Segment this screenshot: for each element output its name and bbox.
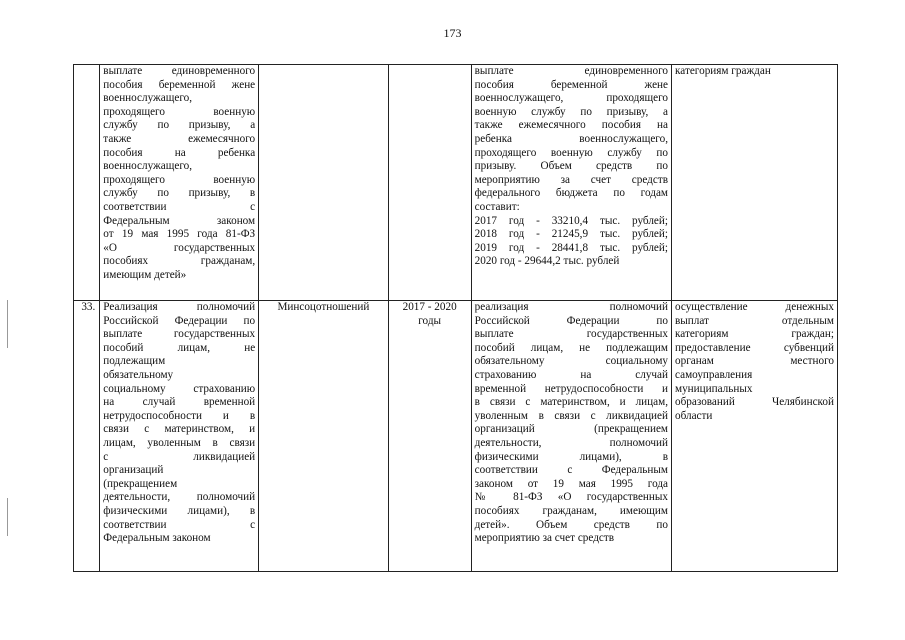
- text-line: с ликвидацией: [103, 450, 256, 463]
- text-line: деятельности, полномочий: [474, 436, 668, 449]
- text-line: выплате единовременного: [474, 65, 668, 77]
- text-line: связи с материнством, и: [103, 423, 256, 436]
- text-line: военнослужащего,: [103, 92, 193, 105]
- measures-table: [73, 64, 838, 572]
- text-line: осуществление денежных: [675, 301, 834, 313]
- term-cell: [388, 301, 471, 572]
- text-line: 2017 - 2020: [402, 301, 457, 313]
- text-line: соответствии с Федеральным: [474, 464, 668, 477]
- result-text: [675, 301, 834, 423]
- margin-mark: [7, 498, 8, 536]
- term-cell: [388, 65, 471, 301]
- description-cell: [471, 65, 671, 301]
- text-line: деятельности, полномочий: [103, 491, 256, 504]
- text-line: организаций (прекращением: [474, 423, 668, 436]
- text-line: службу по призыву, а: [103, 119, 256, 132]
- result-cell: [672, 301, 838, 572]
- text-line: Российской Федерации по: [103, 314, 256, 327]
- responsible-cell: [259, 65, 389, 301]
- text-line: проходящего военную службу по: [474, 146, 668, 159]
- margin-mark: [7, 300, 8, 348]
- text-line: подлежащим: [103, 355, 166, 368]
- text-line: самоуправления: [675, 368, 753, 381]
- description-text: [475, 301, 668, 546]
- text-line: пособия беременной жене: [103, 78, 256, 91]
- measure-name-cell: [100, 65, 259, 301]
- text-line: выплате государственных: [474, 328, 668, 341]
- description-cell: [471, 301, 671, 572]
- measure-name-cell: [100, 301, 259, 572]
- text-line: 2017 год - 33210,4 тыс. рублей;: [474, 214, 668, 227]
- text-line: также ежемесячного пособия на: [474, 119, 668, 132]
- text-line: от 19 мая 1995 года 81-ФЗ: [103, 228, 256, 241]
- text-line: Федеральным законом: [103, 532, 211, 545]
- text-line: предоставление субвенций: [675, 341, 834, 354]
- text-line: Федеральным законом: [103, 214, 256, 227]
- text-line: Реализация полномочий: [103, 301, 256, 313]
- text-line: «О государственных: [103, 241, 256, 254]
- text-line: пособия беременной жене: [474, 78, 668, 91]
- text-line: образований Челябинской: [675, 396, 834, 409]
- text-line: годы: [418, 314, 442, 327]
- page-number: 173: [443, 26, 462, 40]
- text-line: мероприятию за счет средств: [474, 532, 615, 545]
- measure-name-text: [103, 301, 255, 546]
- text-line: выплате единовременного: [103, 65, 256, 77]
- text-line: имеющим детей»: [103, 268, 187, 281]
- text-line: реализация полномочий: [474, 301, 668, 313]
- text-line: области: [675, 409, 713, 422]
- text-line: проходящего военную: [103, 173, 256, 186]
- text-line: лицам, уволенным в связи: [103, 436, 256, 449]
- text-line: детей». Объем средств по: [474, 518, 668, 531]
- text-line: нетрудоспособности и в: [103, 409, 256, 422]
- responsible-cell: Минсоцотношений: [259, 301, 389, 572]
- text-line: составит:: [474, 200, 520, 213]
- text-line: временной нетрудоспособности и: [474, 382, 668, 395]
- measure-name-text: [103, 65, 255, 283]
- text-line: обязательному: [103, 368, 174, 381]
- text-line: соответствии с: [103, 200, 256, 213]
- table-row: [74, 301, 838, 572]
- table-row: [74, 65, 838, 301]
- text-line: соответствии с: [103, 518, 256, 531]
- text-line: проходящего военную: [103, 105, 256, 118]
- text-line: выплат отдельным: [675, 314, 834, 327]
- text-line: обязательному социальному: [474, 355, 668, 368]
- text-line: в связи с материнством, и лицам,: [474, 396, 668, 409]
- text-line: военную службу по призыву, а: [474, 105, 668, 118]
- text-line: № 81-ФЗ «О государственных: [474, 491, 668, 504]
- text-line: военнослужащего,: [103, 160, 193, 173]
- text-line: федерального бюджета по годам: [474, 187, 668, 200]
- text-line: пособий лицам, не подлежащим: [474, 341, 668, 354]
- text-line: (прекращением: [103, 477, 178, 490]
- text-line: социальному страхованию: [103, 382, 256, 395]
- row-number-cell: 33.: [74, 301, 100, 572]
- text-line: 2020 год - 29644,2 тыс. рублей: [474, 255, 620, 268]
- text-line: организаций: [103, 464, 164, 477]
- text-line: законом от 19 мая 1995 года: [474, 477, 668, 490]
- text-line: военнослужащего, проходящего: [474, 92, 668, 105]
- text-line: муниципальных: [675, 382, 753, 395]
- text-line: пособиях гражданам,: [103, 255, 256, 268]
- text-line: 2018 год - 21245,9 тыс. рублей;: [474, 228, 668, 241]
- text-line: пособиях гражданам, имеющим: [474, 504, 668, 517]
- text-line: физическими лицами), в: [474, 450, 668, 463]
- text-line: органам местного: [675, 355, 834, 368]
- text-line: Российской Федерации по: [474, 314, 668, 327]
- row-number-cell: [74, 65, 100, 301]
- text-line: службу по призыву, в: [103, 187, 256, 200]
- text-line: пособия на ребенка: [103, 146, 256, 159]
- text-line: выплате государственных: [103, 328, 256, 341]
- text-line: уволенным в связи с ликвидацией: [474, 409, 668, 422]
- result-text: [675, 65, 834, 79]
- text-line: категориям граждан;: [675, 328, 834, 341]
- text-line: физическими лицами), в: [103, 504, 256, 517]
- text-line: пособий лицам, не: [103, 341, 256, 354]
- text-line: страхованию на случай: [474, 368, 668, 381]
- text-line: также ежемесячного: [103, 132, 256, 145]
- result-cell: [672, 65, 838, 301]
- text-line: мероприятию за счет средств: [474, 173, 668, 186]
- text-line: 2019 год - 28441,8 тыс. рублей;: [474, 241, 668, 254]
- text-line: призыву. Объем средств по: [474, 160, 668, 173]
- text-line: на случай временной: [103, 396, 256, 409]
- text-line: категориям граждан: [675, 65, 771, 77]
- term-text: [392, 301, 468, 328]
- text-line: ребенка военнослужащего,: [474, 132, 668, 145]
- description-text: [475, 65, 668, 269]
